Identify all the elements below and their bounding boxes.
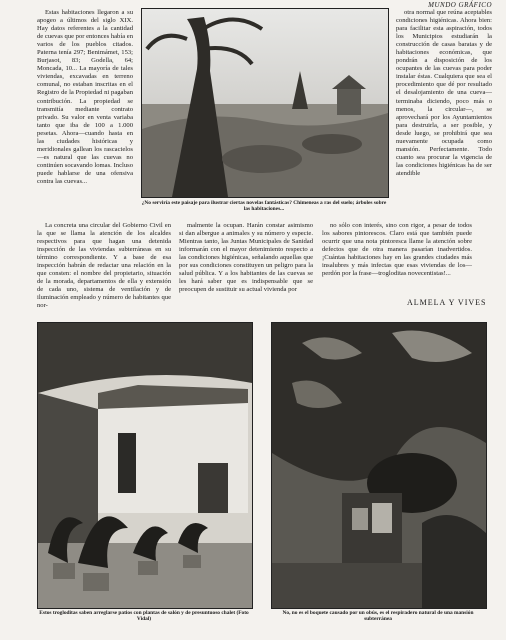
middle-column-3-text: no sólo con interés, sino con rigor, a pesar de todos los sabores pintorescos. Claro está que también puede ocurrir que una nota pintoresca llame la atención sobre defectos que de otra manera pasarían inadvertidos. ¡Cuántas habitaciones hay en las grandes ciudades más insalubres y más infectas que esas viviendas de los—perdón por la frase—trogloditas novecentistas!...: [322, 222, 472, 278]
author-signature: ALMELA Y VIVES: [407, 298, 487, 307]
left-column-text: Estas habitaciones llegaron a su apogeo a últimos del siglo XIX. Hay datos referentes a la cantidad de cuevas que por entonces había en varios de los pueblos citados. Paterna tenía 297; Benimámet, 153; Burjasot, 83; Godella, 64; Moncada, 10... La mayoría de tales viviendas, excavadas en terreno comunal, no estaban inscritas en el Registro de la Propiedad ni pagaban contribución. La propiedad se transmitía mediante contrato privado. Su valor en venta variaba tanto que iba de 100 a 1.000 pesetas. Ahora—cuando hasta en las ciudades históricas y meridionales gallean los rascacielos—es natural que las cuevas no continúen socavando lomas. Incluso puede hablarse de una ofensiva contra las cuevas...: [37, 9, 133, 185]
right-column-top: [396, 9, 492, 178]
masthead: MUNDO GRÁFICO: [428, 1, 492, 9]
top-photo-caption: ¿No serviría este paisaje para ilustrar ciertas novelas fantásticas? Chimeneas a ras del suelo; árboles sobre las habitaciones...: [141, 200, 387, 213]
top-photo: [141, 8, 389, 198]
middle-column-2: [179, 222, 313, 294]
bottom-left-caption: Estos trogloditas saben arreglarse patios con plantas de salón y de presuntuoso chalet (Foto Vidal): [39, 610, 249, 623]
right-column-text: otra normal que reúna aceptables condiciones higiénicas. Ahora bien: para facilitar esta aspiración, todos los Municipios estudiarán la construcción de casas baratas y de habitaciones económicas, que pondrán a disposición de los ocupantes de las cuevas para poder instalar éstas. Cualquiera que sea el procedimiento que dé por resultado el desalojamiento de una cueva—terminaba diciendo, poco más o menos, la circular—, se aprovechará por los Ayuntamientos para destruirla, a ser posible, y desde luego, se prohibirá que sea nuevamente ocupada como mansión. Perfectamente. Todo cuanto sea procurar la vigencia de las condiciones higiénicas ha de ser atendible: [396, 9, 492, 177]
cave-vent-image: [272, 323, 486, 608]
patio-plants-image: [38, 323, 252, 608]
cave-landscape-image: [142, 9, 388, 197]
bottom-right-caption: No, no es el boquete causado por un obús, es el respiradero natural de una mansión subterránea: [282, 610, 474, 623]
middle-column-1: [37, 222, 171, 311]
middle-column-3: [322, 222, 472, 278]
bottom-left-photo: [37, 322, 253, 609]
middle-column-1-text: La concreta una circular del Gobierno Civil en la que se llama la atención de los alcaldes respectivos para que hagan una detenida inspección de las viviendas subterráneas en su término correspondiente. Y a base de esa inspección habrán de redactar una relación en la que consten: el nombre del propietario, situación de la morada, departamentos de ella y extensión de cada uno, sistema de ventilación y de iluminación empleado y número de habitantes que nor-: [37, 222, 171, 310]
left-column-top: [37, 9, 133, 186]
bottom-right-photo: [271, 322, 487, 609]
middle-column-2-text: malmente la ocupan. Harán constar asimismo si dan albergue a animales y su número y especie. Mientras tanto, las Juntas Municipales de Sanidad informarán con el mayor detenimiento respecto a las condiciones higiénicas, señalando aquellas que por sus condiciones constituyen un peligro para la salud pública. Y a los habitantes de las cuevas se les hará saber que es indispensable que se preocupen de sustituir su actual vivienda por: [179, 222, 313, 294]
